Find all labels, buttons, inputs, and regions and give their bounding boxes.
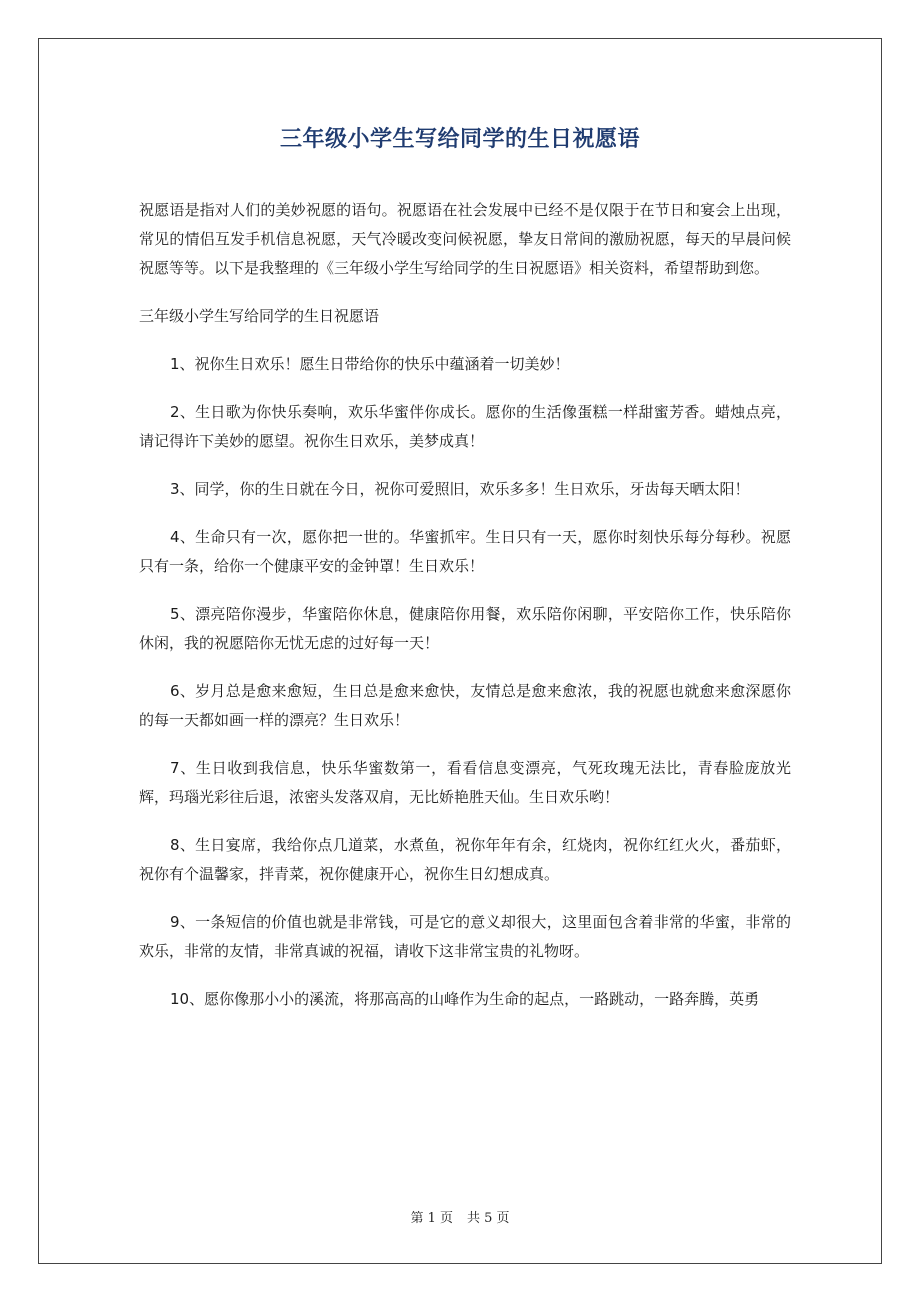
wish-item-8: 8、生日宴席，我给你点几道菜，水煮鱼，祝你年年有余，红烧肉，祝你红红火火，番茄虾，祝你有个温馨家，拌青菜，祝你健康开心，祝你生日幻想成真。 xyxy=(139,836,791,883)
document-title: 三年级小学生写给同学的生日祝愿语 xyxy=(279,127,640,152)
wish-item-2: 2、生日歌为你快乐奏响，欢乐华蜜伴你成长。愿你的生活像蛋糕一样甜蜜芳香。蜡烛点亮，请记得许下美妙的愿望。祝你生日欢乐，美梦成真！ xyxy=(139,403,791,450)
document-body xyxy=(139,196,791,1033)
wish-item-6: 6、岁月总是愈来愈短，生日总是愈来愈快，友情总是愈来愈浓，我的祝愿也就愈来愈深愿你的每一天都如画一样的漂亮？生日欢乐！ xyxy=(139,682,791,729)
page-footer xyxy=(0,1207,920,1226)
subtitle-paragraph: 三年级小学生写给同学的生日祝愿语 xyxy=(139,307,380,325)
wish-item-7: 7、生日收到我信息，快乐华蜜数第一，看看信息变漂亮，气死玫瑰无法比，青春脸庞放光辉，玛瑙光彩往后退，浓密头发落双肩，无比娇艳胜天仙。生日欢乐哟！ xyxy=(139,759,791,806)
wish-item-9: 9、一条短信的价值也就是非常钱，可是它的意义却很大，这里面包含着非常的华蜜，非常的欢乐，非常的友情，非常真诚的祝福，请收下这非常宝贵的礼物呀。 xyxy=(139,913,791,960)
wish-item-3: 3、同学，你的生日就在今日，祝你可爱照旧，欢乐多多！生日欢乐，牙齿每天晒太阳！ xyxy=(170,480,750,498)
page-number: 第 1 页 xyxy=(410,1211,453,1226)
wish-item-4: 4、生命只有一次，愿你把一世的。华蜜抓牢。生日只有一天，愿你时刻快乐每分每秒。祝愿只有一条，给你一个健康平安的金钟罩！生日欢乐！ xyxy=(139,528,791,575)
wish-item-5: 5、漂亮陪你漫步，华蜜陪你休息，健康陪你用餐，欢乐陪你闲聊，平安陪你工作，快乐陪你休闲，我的祝愿陪你无忧无虑的过好每一天！ xyxy=(139,605,791,652)
intro-paragraph: 祝愿语是指对人们的美妙祝愿的语句。祝愿语在社会发展中已经不是仅限于在节日和宴会上出现，常见的情侣互发手机信息祝愿，天气冷暖改变问候祝愿，挚友日常间的激励祝愿，每天的早晨问候祝愿等等。以下是我整理的《三年级小学生写给同学的生日祝愿语》相关资料，希望帮助到您。 xyxy=(139,201,791,277)
wish-item-1: 1、祝你生日欢乐！愿生日带给你的快乐中蕴涵着一切美妙！ xyxy=(170,355,570,373)
page-total: 共 5 页 xyxy=(467,1211,510,1226)
wish-item-10: 10、愿你像那小小的溪流，将那高高的山峰作为生命的起点，一路跳动，一路奔腾，英勇 xyxy=(170,990,760,1008)
